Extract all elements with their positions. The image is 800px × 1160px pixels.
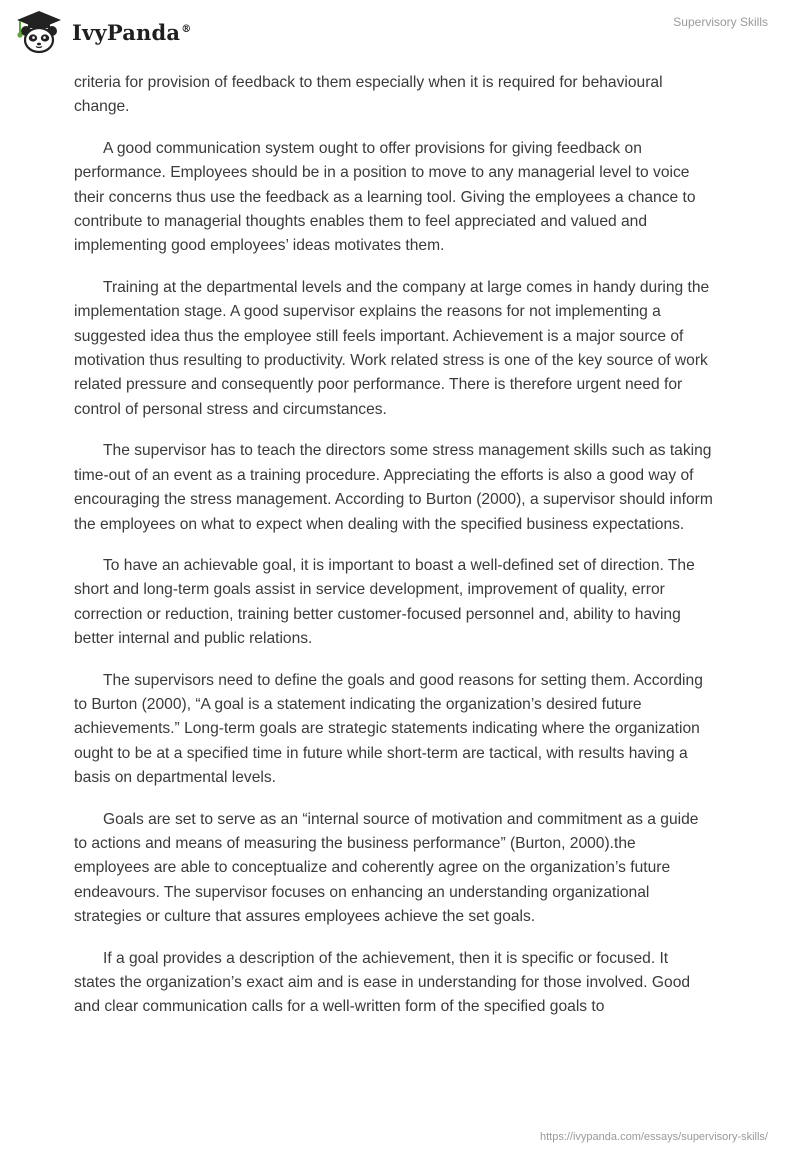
page-header xyxy=(0,0,800,66)
essay-body xyxy=(74,71,714,1037)
brand-name: IvyPanda® xyxy=(72,19,192,45)
paragraph: A good communication system ought to offer provisions for giving feedback on performance. Employees should be in a position to move to any managerial level to voice their concerns thus use the feedback as a learning tool. Giving the employees a chance to contribute to managerial thoughts enables them to feel appreciated and valued and implementing good employees’ ideas motivates them. xyxy=(74,139,696,255)
document-title: Supervisory Skills xyxy=(673,15,768,29)
paragraph: The supervisors need to define the goals and good reasons for setting them. According to Burton (2000), “A goal is a statement indicating the organization’s desired future achievements.” Long-term goals are strategic statements indicating where the organization ought to be at a specified time in future while short-term are tactical, with results having a basis on departmental levels. xyxy=(74,671,703,787)
paragraph: Training at the departmental levels and the company at large comes in handy during the implementation stage. A good supervisor explains the reasons for not implementing a suggested idea thus the employee still feels important. Achievement is a major source of motivation thus resulting to productivity. Work related stress is one of the key source of work related pressure and consequently poor performance. There is therefore urgent need for control of personal stress and circumstances. xyxy=(74,278,710,418)
source-url[interactable]: https://ivypanda.com/essays/supervisory-skills/ xyxy=(539,1131,768,1143)
paragraph: criteria for provision of feedback to them especially when it is required for behavioural change. xyxy=(74,74,663,116)
paragraph: To have an achievable goal, it is important to boast a well-defined set of direction. The short and long-term goals assist in service development, improvement of quality, error correction or reduction, training better customer-focused personnel and, ability to having better internal and public relations. xyxy=(74,556,695,648)
paragraph: If a goal provides a description of the achievement, then it is specific or focused. It states the organization’s exact aim and is ease in understanding for those involved. Good and clear communication calls for a well-written form of the specified goals to xyxy=(74,949,691,1016)
paragraph: The supervisor has to teach the directors some stress management skills such as taking time-out of an event as a training procedure. Appreciating the efforts is also a good way of encouraging the stress management. According to Burton (2000), a supervisor should inform the employees on what to expect when dealing with the specified business expectations. xyxy=(74,442,713,533)
panda-graduate-icon xyxy=(14,9,64,55)
paragraph: Goals are set to serve as an “internal source of motivation and commitment as a guide to actions and means of measuring the business performance” (Burton, 2000).the employees are able to conceptualize and coherently agree on the organization’s future endeavours. The supervisor focuses on enhancing an understanding organizational strategies or culture that assures employees achieve the set goals. xyxy=(74,810,699,926)
brand-logo[interactable] xyxy=(14,8,191,56)
